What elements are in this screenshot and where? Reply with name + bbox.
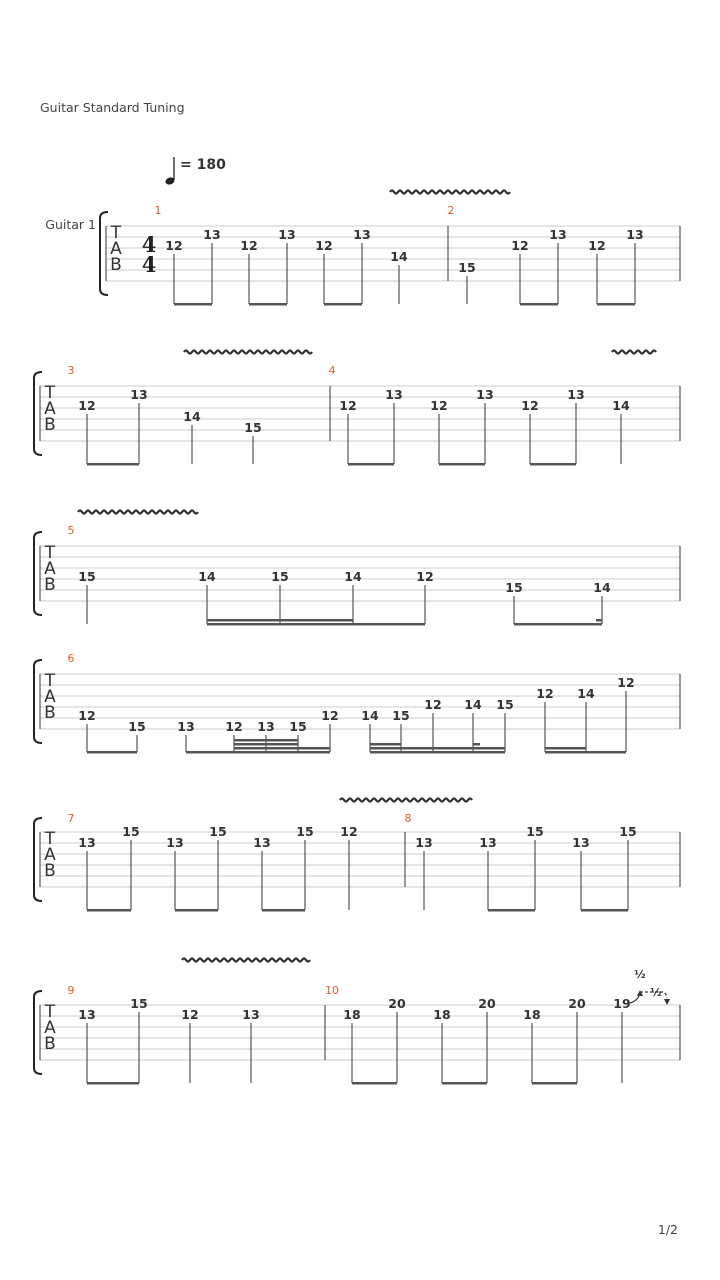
bend-marking xyxy=(630,968,670,1005)
fret-number: 15 xyxy=(244,420,262,435)
beam xyxy=(488,909,535,912)
system-bracket xyxy=(34,660,42,743)
measure-number: 7 xyxy=(67,812,75,825)
tab-clef-letter: T xyxy=(44,383,56,403)
fret-number: 14 xyxy=(344,569,362,584)
beam xyxy=(473,743,480,746)
fret-number: 15 xyxy=(392,708,410,723)
beam xyxy=(175,909,218,912)
beam xyxy=(596,619,602,622)
fret-number: 20 xyxy=(388,996,406,1011)
beam xyxy=(207,619,353,622)
bend-arrow-down xyxy=(664,999,670,1005)
fret-number: 14 xyxy=(390,249,408,264)
beam xyxy=(234,747,330,750)
fret-number: 14 xyxy=(593,580,611,595)
fret-number: 13 xyxy=(253,835,271,850)
fret-number: 13 xyxy=(415,835,433,850)
fret-number: 19 xyxy=(613,996,631,1011)
fret-number: 14 xyxy=(464,697,482,712)
fret-number: 15 xyxy=(619,824,637,839)
tuning-label: Guitar Standard Tuning xyxy=(40,100,185,115)
tab-clef-letter: B xyxy=(44,703,56,723)
tab-clef-letter: T xyxy=(110,223,122,243)
fret-number: 13 xyxy=(242,1007,260,1022)
fret-number: 15 xyxy=(296,824,314,839)
fret-number: 12 xyxy=(225,719,243,734)
tab-clef-letter: B xyxy=(44,861,56,881)
tab-clef-letter: B xyxy=(44,415,56,435)
beam xyxy=(249,303,287,306)
fret-number: 13 xyxy=(177,719,195,734)
page-number: 1/2 xyxy=(657,1222,678,1237)
fret-number: 12 xyxy=(588,238,606,253)
system-bracket xyxy=(34,372,42,455)
system-bracket xyxy=(34,532,42,615)
time-signature-top: 4 xyxy=(141,232,157,257)
tab-clef-letter: T xyxy=(44,543,56,563)
beam xyxy=(262,909,305,912)
measure-number: 8 xyxy=(404,812,412,825)
beam xyxy=(442,1082,487,1085)
fret-number: 15 xyxy=(209,824,227,839)
fret-number: 13 xyxy=(257,719,275,734)
measure-number: 4 xyxy=(328,364,336,377)
fret-number: 15 xyxy=(289,719,307,734)
fret-number: 13 xyxy=(385,387,403,402)
fret-number: 12 xyxy=(315,238,333,253)
fret-number: 15 xyxy=(122,824,140,839)
beam xyxy=(352,1082,397,1085)
vibrato-mark xyxy=(184,351,312,354)
fret-number: 15 xyxy=(496,697,514,712)
fret-number: 14 xyxy=(198,569,216,584)
beam xyxy=(439,463,485,466)
tab-clef-letter: B xyxy=(110,255,122,275)
beam xyxy=(348,463,394,466)
fret-number: 15 xyxy=(505,580,523,595)
track-name: Guitar 1 xyxy=(45,217,96,232)
tab-clef-letter: T xyxy=(44,1002,56,1022)
beam xyxy=(545,751,626,754)
beam xyxy=(530,463,576,466)
system-bracket xyxy=(34,818,42,901)
fret-number: 12 xyxy=(240,238,258,253)
beam xyxy=(514,623,602,626)
beam xyxy=(324,303,362,306)
fret-number: 12 xyxy=(617,675,635,690)
fret-number: 14 xyxy=(612,398,630,413)
beam xyxy=(87,909,131,912)
fret-number: 14 xyxy=(183,409,201,424)
fret-number: 12 xyxy=(78,708,96,723)
fret-number: 12 xyxy=(339,398,357,413)
fret-number: 13 xyxy=(203,227,221,242)
fret-number: 12 xyxy=(521,398,539,413)
beam xyxy=(545,747,586,750)
beam xyxy=(370,747,505,750)
time-signature-bottom: 4 xyxy=(141,252,157,277)
bend-release-amount: ½ xyxy=(650,986,662,999)
measure-number: 6 xyxy=(67,652,75,665)
beam xyxy=(87,463,139,466)
fret-number: 13 xyxy=(278,227,296,242)
fret-number: 13 xyxy=(572,835,590,850)
fret-number: 13 xyxy=(130,387,148,402)
measure-number: 3 xyxy=(67,364,75,377)
fret-number: 15 xyxy=(128,719,146,734)
fret-number: 15 xyxy=(271,569,289,584)
tab-clef-letter: T xyxy=(44,829,56,849)
beam xyxy=(597,303,635,306)
fret-number: 12 xyxy=(321,708,339,723)
fret-number: 20 xyxy=(478,996,496,1011)
tab-clef-letter: B xyxy=(44,1034,56,1054)
measure-number: 9 xyxy=(67,984,75,997)
fret-number: 18 xyxy=(343,1007,361,1022)
fret-number: 13 xyxy=(626,227,644,242)
fret-number: 15 xyxy=(130,996,148,1011)
fret-number: 12 xyxy=(511,238,529,253)
fret-number: 13 xyxy=(78,835,96,850)
vibrato-mark xyxy=(340,799,472,802)
beam xyxy=(186,751,330,754)
beam xyxy=(370,751,505,754)
tab-clef-letter: B xyxy=(44,575,56,595)
fret-number: 12 xyxy=(165,238,183,253)
measure-number: 5 xyxy=(67,524,75,537)
system-bracket xyxy=(100,212,108,295)
vibrato-mark xyxy=(182,959,310,962)
bend-arrow-up xyxy=(637,990,643,996)
measure-number: 2 xyxy=(447,204,455,217)
fret-number: 18 xyxy=(523,1007,541,1022)
tab-clef-letter: A xyxy=(44,687,56,707)
fret-number: 13 xyxy=(78,1007,96,1022)
fret-number: 13 xyxy=(476,387,494,402)
beam xyxy=(207,623,425,626)
tab-clef-letter: A xyxy=(44,559,56,579)
beam xyxy=(87,1082,139,1085)
vibrato-mark xyxy=(78,511,198,514)
tab-clef-letter: A xyxy=(44,845,56,865)
fret-number: 13 xyxy=(353,227,371,242)
system-bracket xyxy=(34,991,42,1074)
fret-number: 14 xyxy=(361,708,379,723)
fret-number: 12 xyxy=(78,398,96,413)
fret-number: 18 xyxy=(433,1007,451,1022)
tab-clef-letter: T xyxy=(44,671,56,691)
beam xyxy=(581,909,628,912)
fret-number: 15 xyxy=(78,569,96,584)
staff-system xyxy=(34,372,680,455)
beam xyxy=(234,739,298,742)
beam xyxy=(532,1082,577,1085)
tempo-value: = 180 xyxy=(180,157,226,173)
fret-number: 14 xyxy=(577,686,595,701)
vibrato-mark xyxy=(390,191,510,194)
beam xyxy=(234,743,298,746)
vibrato-mark xyxy=(612,351,656,354)
tab-clef-letter: A xyxy=(44,1018,56,1038)
fret-number: 12 xyxy=(340,824,358,839)
fret-number: 20 xyxy=(568,996,586,1011)
tab-clef-letter: A xyxy=(44,399,56,419)
fret-number: 15 xyxy=(526,824,544,839)
measure-number: 10 xyxy=(325,984,339,997)
fret-number: 12 xyxy=(181,1007,199,1022)
fret-number: 12 xyxy=(416,569,434,584)
fret-number: 12 xyxy=(424,697,442,712)
fret-number: 13 xyxy=(567,387,585,402)
measure-number: 1 xyxy=(154,204,162,217)
fret-number: 12 xyxy=(430,398,448,413)
fret-number: 15 xyxy=(458,260,476,275)
fret-number: 13 xyxy=(479,835,497,850)
bend-amount: ½ xyxy=(634,968,646,981)
fret-number: 13 xyxy=(549,227,567,242)
tab-clef-letter: A xyxy=(110,239,122,259)
beam xyxy=(370,743,401,746)
fret-number: 12 xyxy=(536,686,554,701)
fret-number: 13 xyxy=(166,835,184,850)
beam xyxy=(87,751,137,754)
beam xyxy=(520,303,558,306)
beam xyxy=(174,303,212,306)
